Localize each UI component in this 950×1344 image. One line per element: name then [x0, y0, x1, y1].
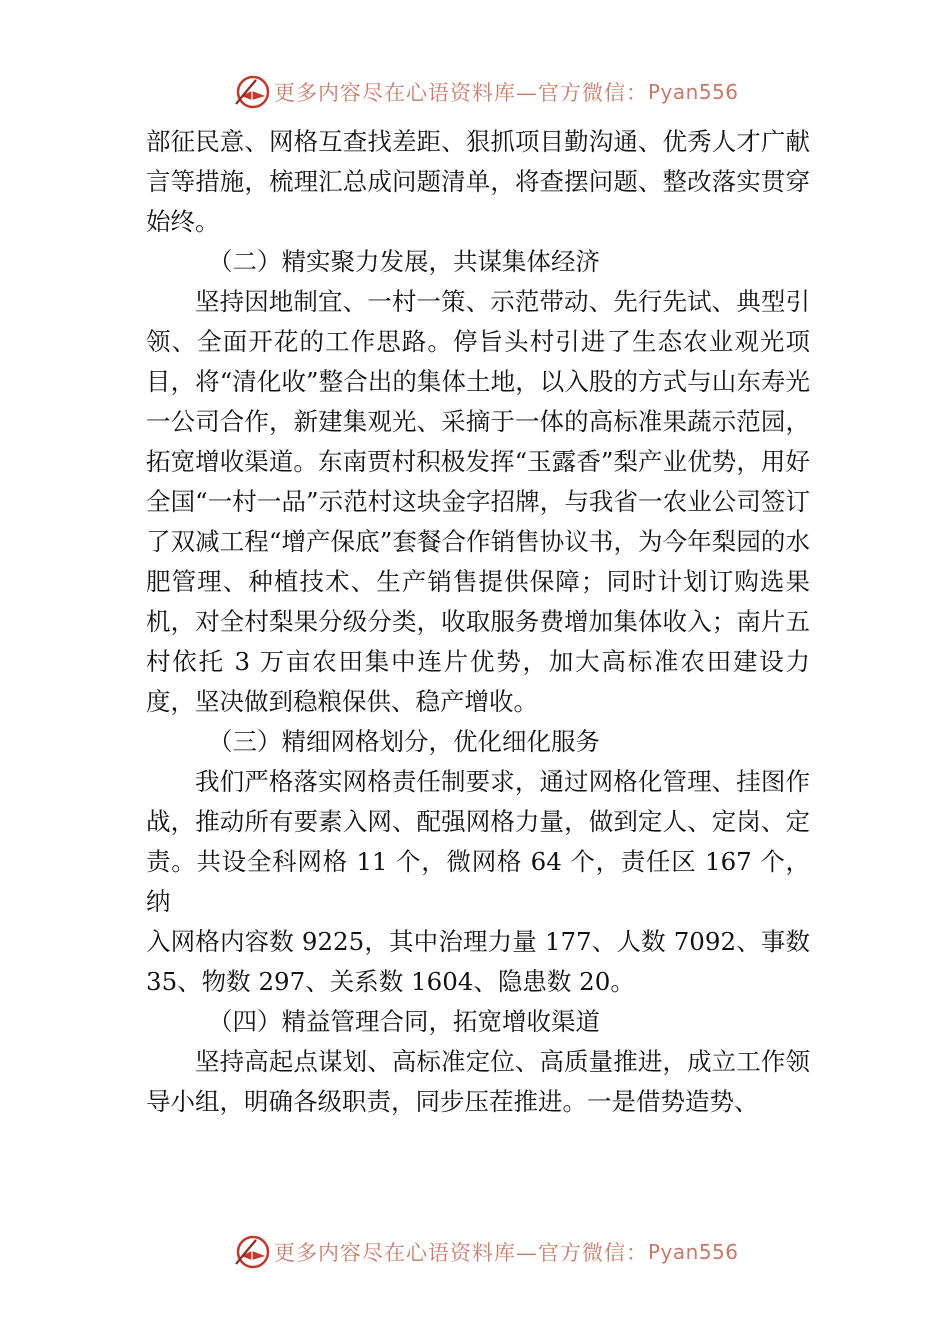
- footer-watermark: [232, 1232, 739, 1272]
- section-heading: （四）精益管理合同，拓宽增收渠道: [208, 1007, 600, 1036]
- watermark-wechat-id: Pyan556: [648, 80, 739, 104]
- document-body: [146, 122, 810, 1122]
- paragraph: 坚持高起点谋划、高标准定位、高质量推进，成立工作领导小组，明确各级职责，同步压茬推进。一是借势造势、: [146, 1047, 810, 1116]
- section-heading: （二）精实聚力发展，共谋集体经济: [208, 247, 600, 276]
- paragraph: 入网格内容数 9225，其中治理力量 177、人数 7092、事数 35、物数 297、关系数 1604、隐患数 20。: [146, 927, 810, 996]
- section-heading: （三）精细网格划分，优化细化服务: [208, 727, 600, 756]
- book-logo-icon: [232, 1232, 272, 1272]
- paragraph: 部征民意、网格互查找差距、狠抓项目勤沟通、优秀人才广献言等措施，梳理汇总成问题清单，将查摆问题、整改落实贯穿始终。: [146, 127, 810, 236]
- watermark-text: 更多内容尽在心语资料库—官方微信：: [274, 81, 648, 105]
- header-watermark: [232, 72, 739, 112]
- watermark-text: 更多内容尽在心语资料库—官方微信：: [274, 1241, 648, 1265]
- book-logo-icon: [232, 72, 272, 112]
- paragraph: 坚持因地制宜、一村一策、示范带动、先行先试、典型引领、全面开花的工作思路。停旨头村引进了生态农业观光项目，将“清化收”整合出的集体土地，以入股的方式与山东寿光一公司合作，新建集观光、采摘于一体的高标准果蔬示范园，拓宽增收渠道。东南贾村积极发挥“玉露香”梨产业优势，用好全国“一村一品”示范村这块金字招牌，与我省一农业公司签订了双减工程“增产保底”套餐合作销售协议书，为今年梨园的水肥管理、种植技术、生产销售提供保障；同时计划订购选果机，对全村梨果分级分类，收取服务费增加集体收入；南片五村依托 3 万亩农田集中连片优势，加大高标准农田建设力度，坚决做到稳粮保供、稳产增收。: [146, 287, 810, 716]
- paragraph: 我们严格落实网格责任制要求，通过网格化管理、挂图作战，推动所有要素入网、配强网格力量，做到定人、定岗、定责。共设全科网格 11 个，微网格 64 个，责任区 167 个，纳: [146, 767, 810, 916]
- watermark-wechat-id: Pyan556: [648, 1240, 739, 1264]
